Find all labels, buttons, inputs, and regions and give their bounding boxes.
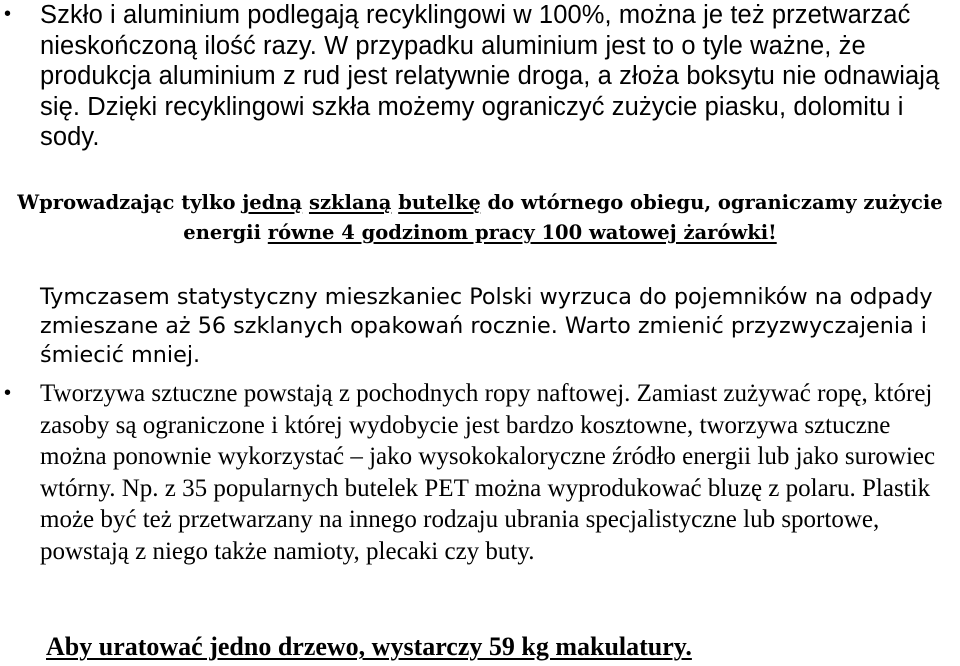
underlined-text: szklaną (308, 191, 392, 214)
paragraph-paper-tree (46, 630, 946, 664)
underlined-text: jedną (242, 191, 303, 214)
text-segment (302, 191, 309, 214)
paragraph-plastics: Tworzywa sztuczne powstają z pochodnych ropy naftowej. Zamiast zużywać ropę, której zasoby są ograniczone i której wydobycie jest bardzo kosztowne, tworzywa sztuczne można ponownie wykorzystać – jako wysokokaloryczne źródło energii lub jako surowiec wtórny. Np. z 35 popularnych butelek PET można wyprodukować bluzę z polaru. Plastik może być też przetwarzany na innego rodzaju ubrania specjalistyczne lub sportowe, powstają z niego także namioty, plecaki czy buty. (40, 380, 936, 565)
bullet-1: • (4, 3, 12, 25)
bullet-2: • (4, 382, 12, 404)
underlined-text: Aby uratować jedno drzewo, wystarczy 59 kg makulatury. (46, 632, 692, 661)
text-segment: Wprowadzając tylko (17, 191, 243, 214)
underlined-text: równe 4 godzinom pracy 100 watowej żarówki! (267, 221, 777, 244)
paragraph-statistics-poland: Tymczasem statystyczny mieszkaniec Polski wyrzuca do pojemników na odpady zmieszane aż 56 szklanych opakowań rocznie. Warto zmienić przyzwyczajenia i śmiecić mniej. (40, 284, 933, 368)
paragraph-glass-bottle-energy (10, 188, 950, 248)
underlined-text: butelkę (398, 191, 481, 214)
paragraph-recycling-glass-aluminium: Szkło i aluminium podlegają recyklingowi w 100%, można je też przetwarzać nieskończoną ilość razy. W przypadku aluminium jest to o tyle ważne, że produkcja aluminium z rud jest relatywnie droga, a złoża boksytu nie odnawiają się. Dzięki recyklingowi szkła możemy ograniczyć zużycie piasku, dolomitu i sody. (40, 1, 940, 151)
text-segment: do wtórnego obiegu, ograniczamy zużycie energii (183, 191, 943, 244)
